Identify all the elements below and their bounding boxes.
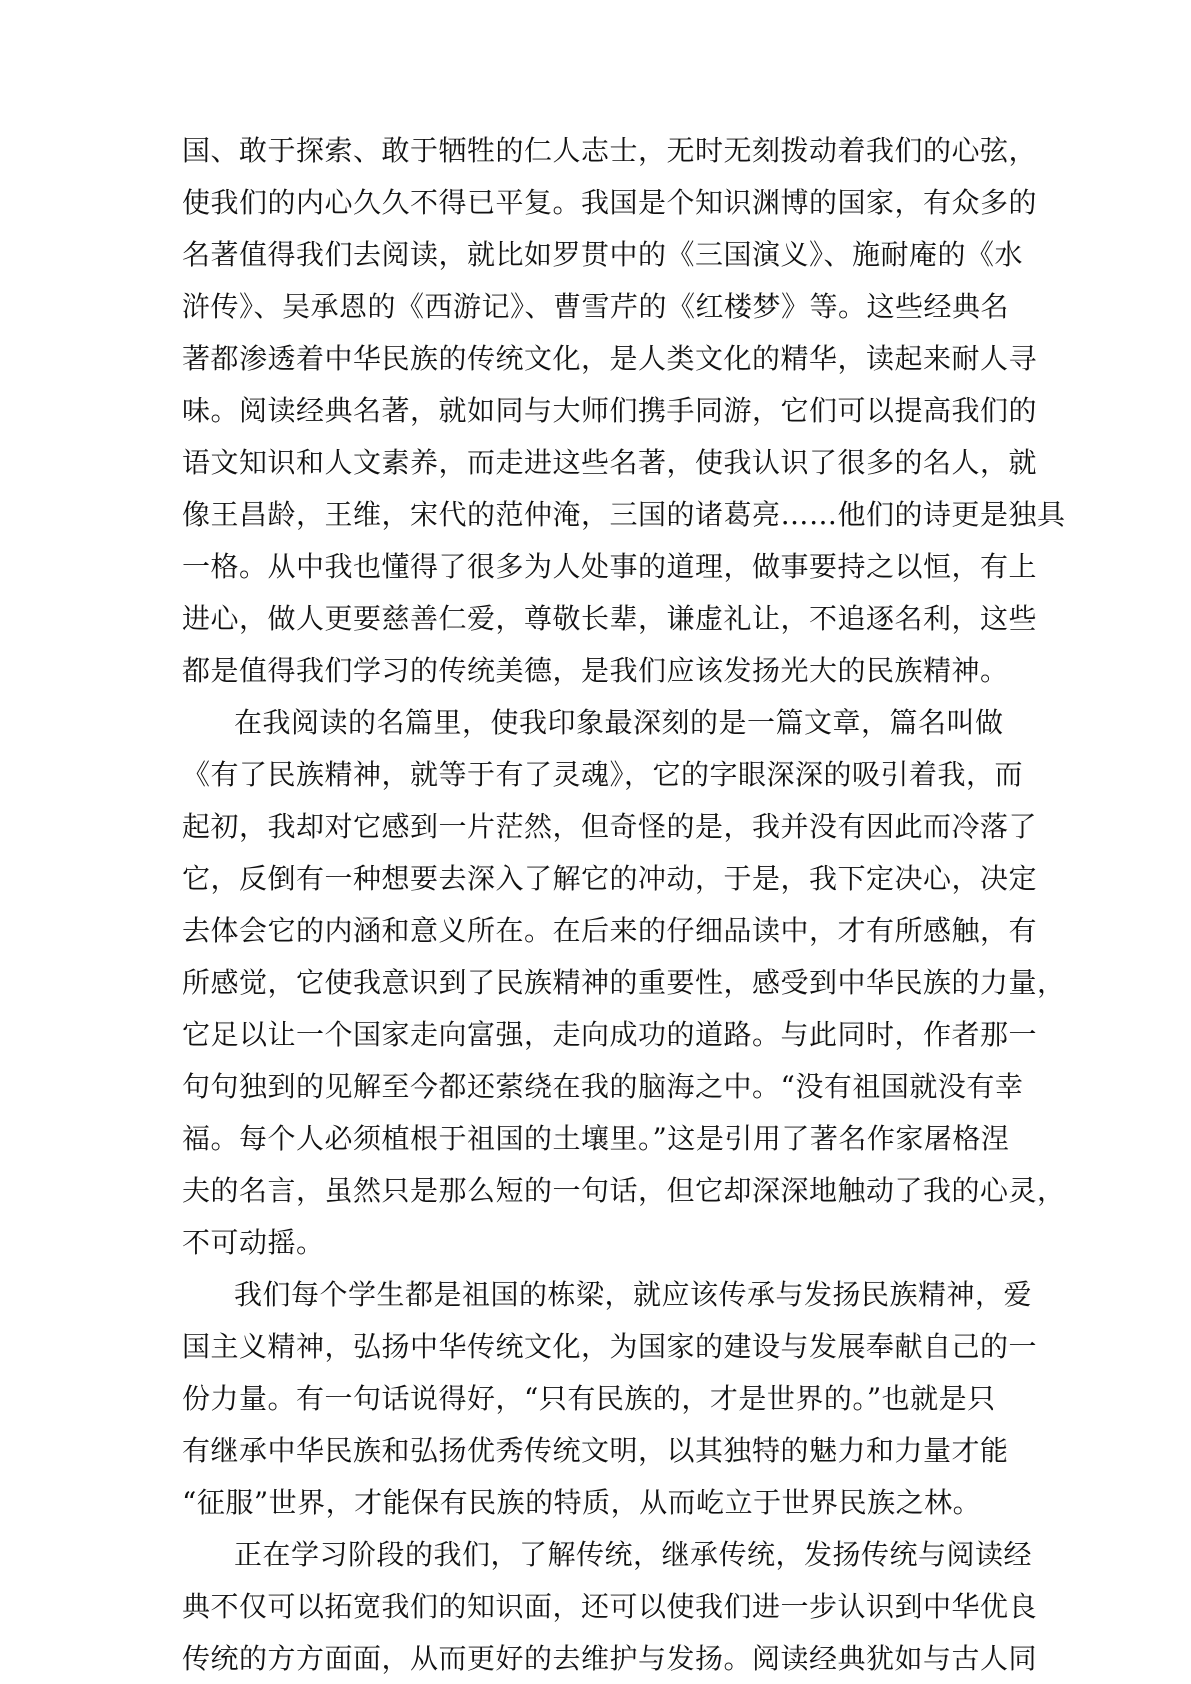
text-line: 都是值得我们学习的传统美德，是我们应该发扬光大的民族精神。 [182,654,1009,687]
text-line: 夫的名言，虽然只是那么短的一句话，但它却深深地触动了我的心灵， [182,1174,1066,1207]
text-line: 去体会它的内涵和意义所在。在后来的仔细品读中，才有所感触，有 [182,914,1038,947]
text-line: 份力量。有一句话说得好，“只有民族的，才是世界的。”也就是只 [182,1382,996,1415]
text-line: 传统的方方面面，从而更好的去维护与发扬。阅读经典犹如与古人同 [182,1642,1038,1675]
text-line: 所感觉，它使我意识到了民族精神的重要性，感受到中华民族的力量， [182,966,1066,999]
text-line: 进心，做人更要慈善仁爱，尊敬长辈，谦虚礼让，不追逐名利，这些 [182,602,1038,635]
text-line: 语文知识和人文素养，而走进这些名著，使我认识了很多的名人，就 [182,446,1038,479]
text-line: 著都渗透着中华民族的传统文化，是人类文化的精华，读起来耐人寻 [182,342,1038,375]
text-line: 《有了民族精神，就等于有了灵魂》，它的字眼深深的吸引着我，而 [182,758,1024,791]
text-line: 不可动摇。 [182,1226,325,1259]
text-line: 使我们的内心久久不得已平复。我国是个知识渊博的国家，有众多的 [182,186,1038,219]
text-line: “征服”世界，才能保有民族的特质，从而屹立于世界民族之林。 [182,1486,982,1519]
text-line: 句句独到的见解至今都还萦绕在我的脑海之中。“没有祖国就没有幸 [182,1070,1024,1103]
paragraph-first-line: 在我阅读的名篇里，使我印象最深刻的是一篇文章，篇名叫做 [234,706,1004,739]
text-line: 起初，我却对它感到一片茫然，但奇怪的是，我并没有因此而冷落了 [182,810,1038,843]
text-line: 有继承中华民族和弘扬优秀传统文明，以其独特的魅力和力量才能 [182,1434,1009,1467]
text-line: 味。阅读经典名著，就如同与大师们携手同游，它们可以提高我们的 [182,394,1038,427]
paragraph-first-line: 我们每个学生都是祖国的栋梁，就应该传承与发扬民族精神，爱 [234,1278,1033,1311]
text-line: 它，反倒有一种想要去深入了解它的冲动，于是，我下定决心，决定 [182,862,1038,895]
text-line: 名著值得我们去阅读，就比如罗贯中的《三国演义》、施耐庵的《水 [182,238,1024,271]
text-line: 浒传》、吴承恩的《西游记》、曹雪芹的《红楼梦》等。这些经典名 [182,290,1010,323]
text-line: 国主义精神，弘扬中华传统文化，为国家的建设与发展奉献自己的一 [182,1330,1038,1363]
text-line: 国、敢于探索、敢于牺牲的仁人志士，无时无刻拨动着我们的心弦， [182,134,1038,167]
paragraph-first-line: 正在学习阶段的我们，了解传统，继承传统，发扬传统与阅读经 [234,1538,1033,1571]
text-line: 像王昌龄，王维，宋代的范仲淹，三国的诸葛亮……他们的诗更是独具 [182,498,1066,531]
text-line: 一格。从中我也懂得了很多为人处事的道理，做事要持之以恒，有上 [182,550,1038,583]
text-line: 福。每个人必须植根于祖国的土壤里。”这是引用了著名作家屠格涅 [182,1122,1010,1155]
text-line: 典不仅可以拓宽我们的知识面，还可以使我们进一步认识到中华优良 [182,1590,1038,1623]
text-line: 它足以让一个国家走向富强，走向成功的道路。与此同时，作者那一 [182,1018,1038,1051]
